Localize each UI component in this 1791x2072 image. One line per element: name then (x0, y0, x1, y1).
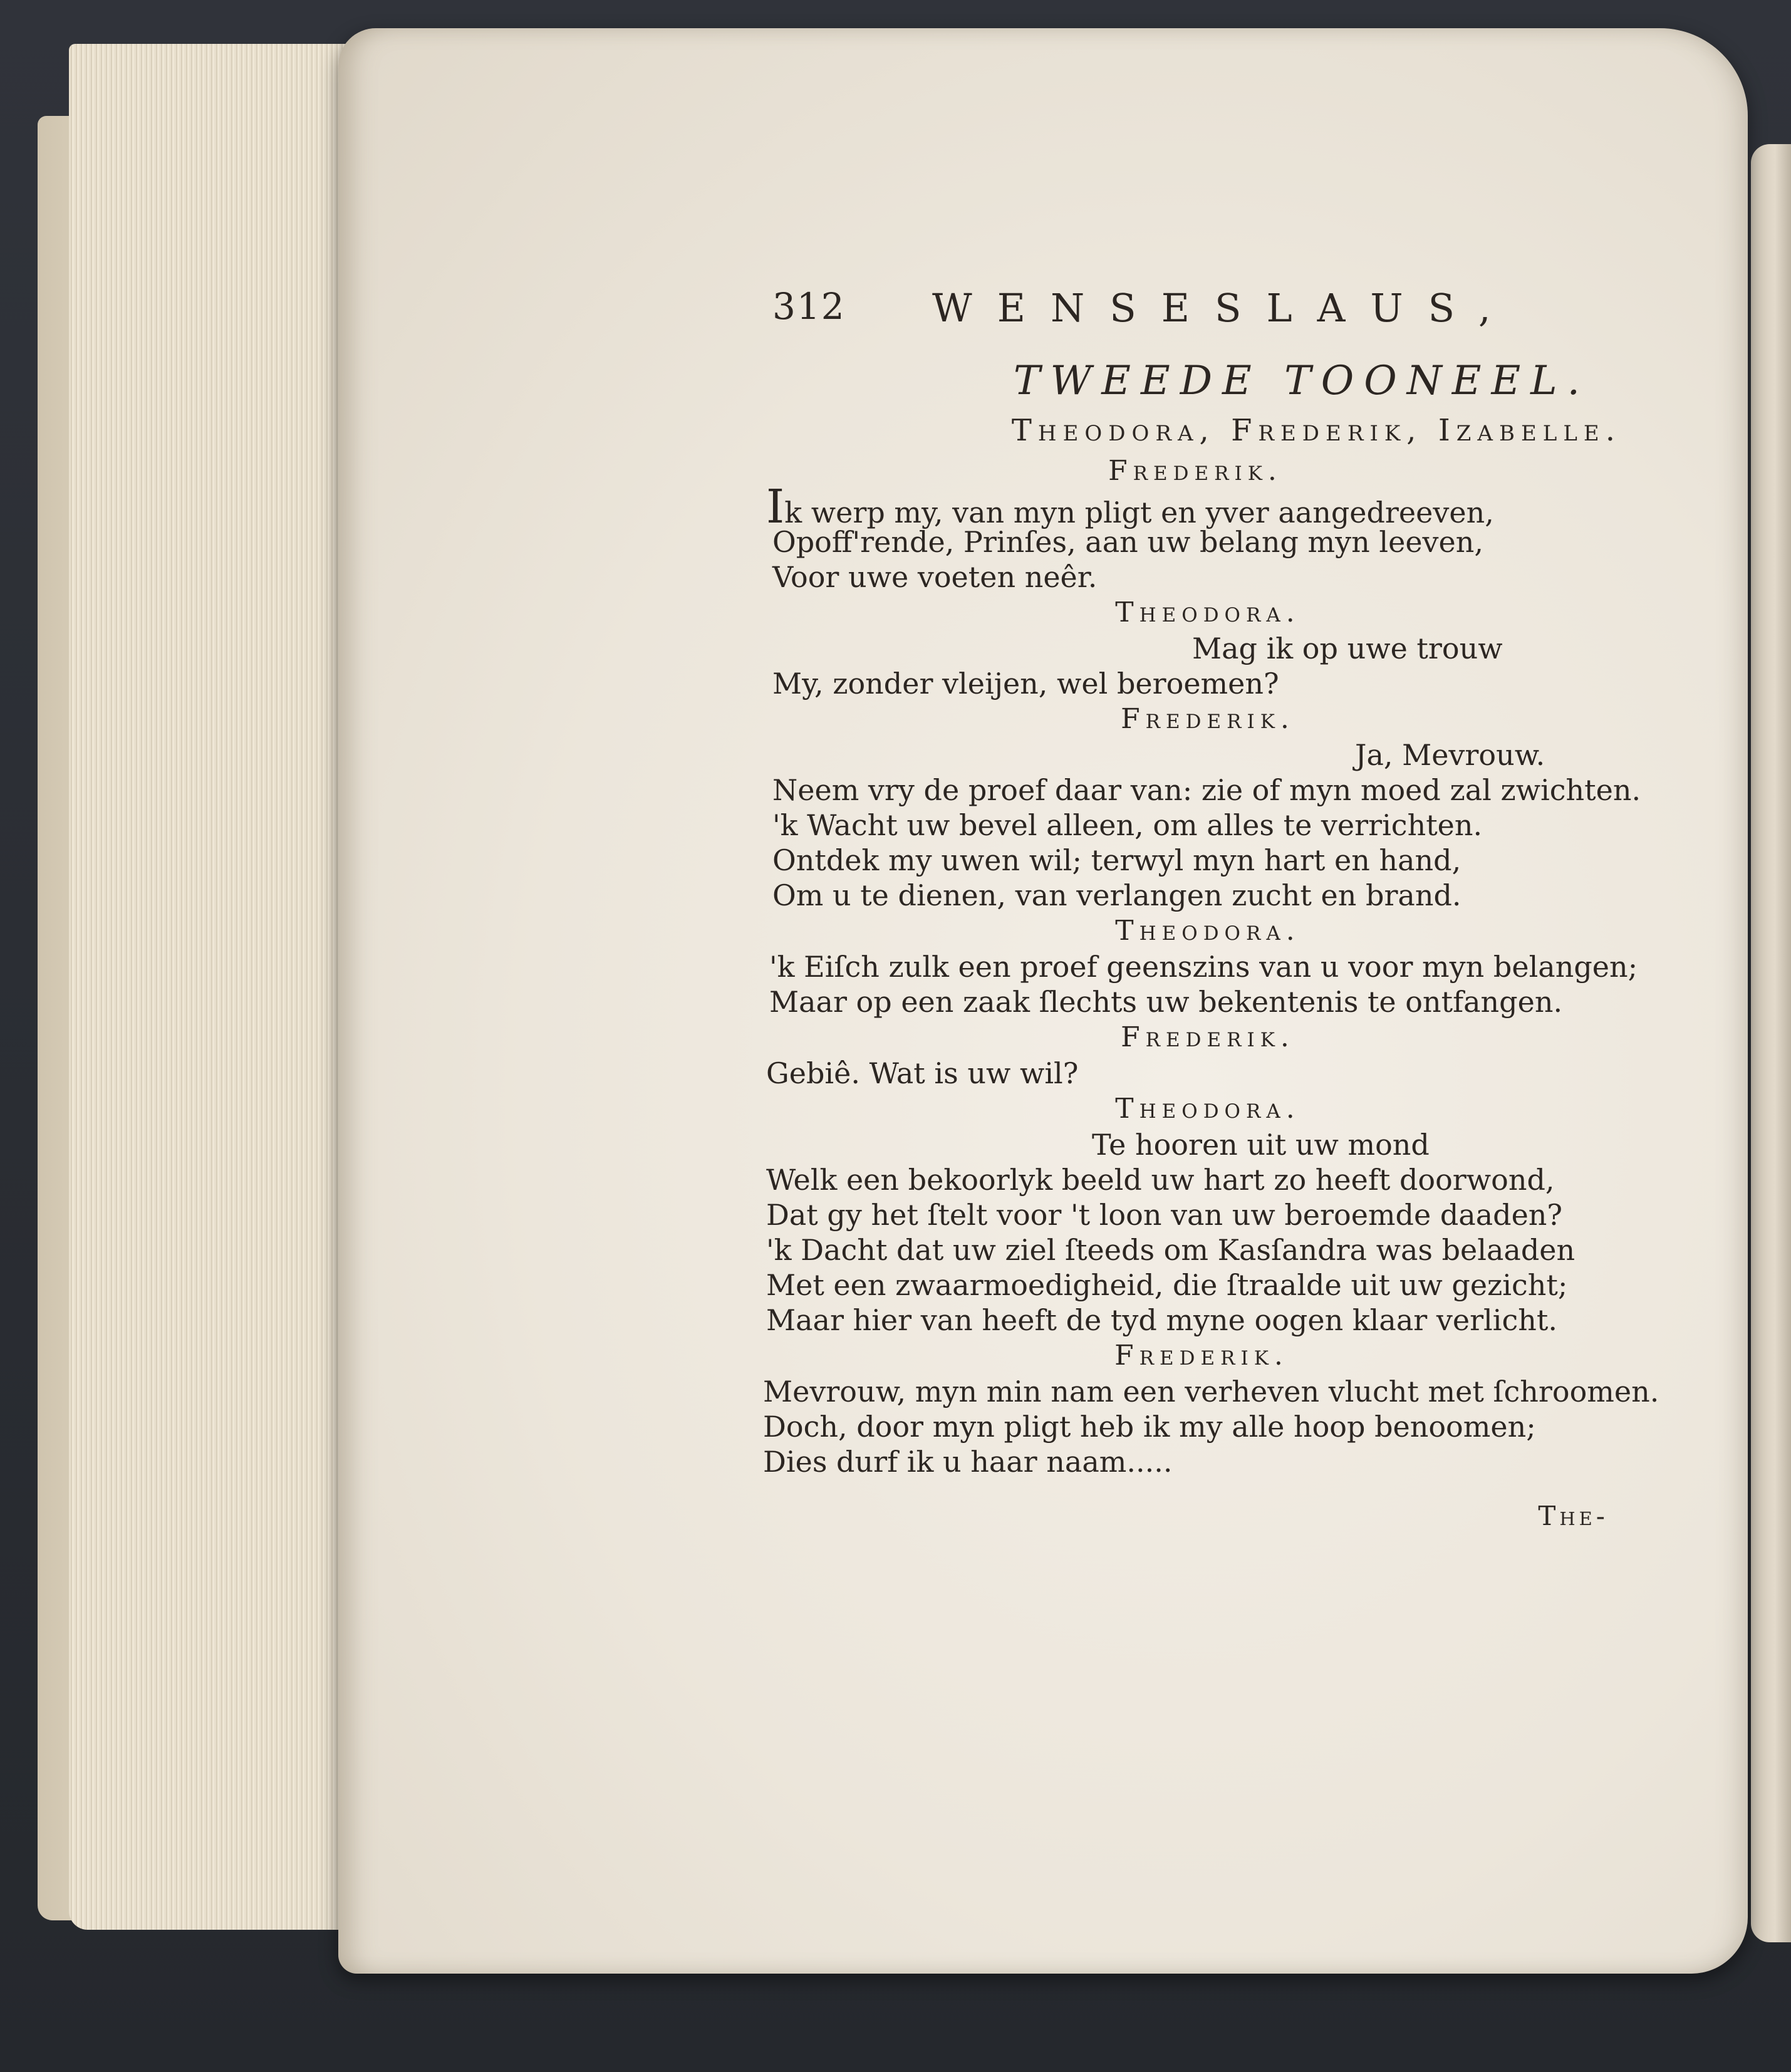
page-header (763, 285, 1627, 354)
verse-line: Ontdek my uwen wil; terwyl myn hart en hand, (772, 843, 1461, 877)
cast-list: Theodora, Frederik, Izabelle. (1011, 413, 1621, 448)
initial-letter: I (766, 480, 785, 534)
verse-line-text: k werp my, van myn pligt en yver aangedreeven, (784, 496, 1494, 529)
verse-line: Te hooren uit uw mond (1092, 1128, 1430, 1162)
verse-line: Maar op een zaak ſlechts uw bekentenis te ontfangen. (769, 985, 1563, 1019)
speaker-name: Theodora. (1115, 596, 1300, 628)
verse-line: Mag ik op uwe trouw (1192, 632, 1503, 665)
facing-page-edge (1751, 144, 1791, 1942)
speaker-name: Frederik. (1114, 1340, 1289, 1372)
catchword: The- (1538, 1501, 1609, 1531)
page-text (763, 285, 1659, 1544)
speaker-name: Frederik. (1108, 455, 1282, 487)
verse-line: 'k Wacht uw bevel alleen, om alles te verrichten. (772, 808, 1483, 842)
speaker-name: Frederik. (1121, 703, 1295, 735)
verse-line: Gebiê. Wat is uw wil? (766, 1056, 1079, 1090)
verse-line: Dat gy het ſtelt voor 't loon van uw beroemde daaden? (766, 1198, 1563, 1232)
verse-line: Maar hier van heeft de tyd myne oogen klaar verlicht. (766, 1303, 1557, 1337)
verse-line: Doch, door myn pligt heb ik my alle hoop benoomen; (763, 1410, 1536, 1444)
page-stack-edge (69, 44, 357, 1930)
verse-line: Ja, Mevrouw. (1355, 738, 1545, 772)
verse-line: Opoff'rende, Prinſes, aan uw belang myn leeven, (772, 525, 1483, 559)
verse-line: Neem vry de proef daar van: zie of myn moed zal zwichten. (772, 773, 1641, 807)
running-title: WENSESLAUS, (932, 285, 1516, 331)
scene-title: TWEEDE TOONEEL. (1013, 358, 1590, 404)
verse-line: Om u te dienen, van verlangen zucht en brand. (772, 878, 1461, 912)
verse-line: 'k Eiſch zulk een proef geenszins van u voor myn belangen; (769, 950, 1638, 984)
speaker-name: Frederik. (1121, 1021, 1295, 1053)
verse-line: 'k Dacht dat uw ziel ſteeds om Kasſandra was belaaden (766, 1233, 1576, 1267)
page-number: 312 (772, 285, 846, 328)
speaker-name: Theodora. (1115, 915, 1300, 947)
verse-line: Dies durf ik u haar naam..... (763, 1445, 1173, 1479)
verse-line: My, zonder vleijen, wel beroemen? (772, 667, 1279, 700)
verse-line (763, 480, 1627, 534)
speaker-name: Theodora. (1115, 1093, 1300, 1125)
verse-line: Welk een bekoorlyk beeld uw hart zo heeft doorwond, (766, 1163, 1555, 1197)
verse-line: Voor uwe voeten neêr. (772, 560, 1098, 594)
verse-line: Met een zwaarmoedigheid, die ſtraalde uit uw gezicht; (766, 1268, 1568, 1302)
verse-line: Mevrouw, myn min nam een verheven vlucht met ſchroomen. (763, 1375, 1659, 1408)
